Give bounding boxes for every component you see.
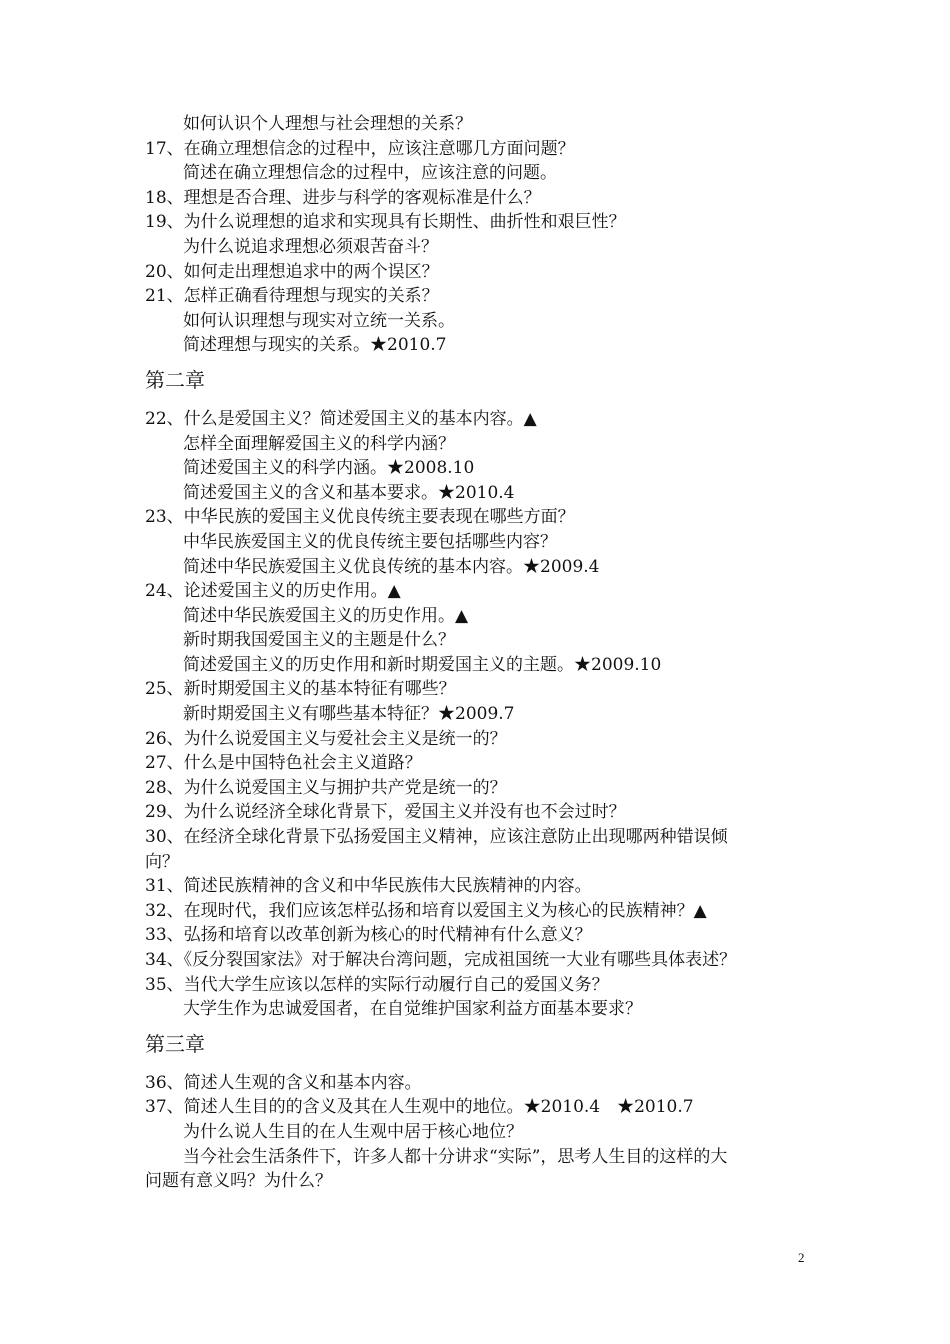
question: 24、论述爱国主义的历史作用。▲ xyxy=(145,581,401,602)
sub-question: 怎样全面理解爱国主义的科学内涵？ xyxy=(183,433,455,454)
question: 35、当代大学生应该以怎样的实际行动履行自己的爱国义务？ xyxy=(145,974,609,995)
question: 向？ xyxy=(145,851,179,872)
question: 22、什么是爱国主义？简述爱国主义的基本内容。▲ xyxy=(145,408,537,429)
sub-question: 简述爱国主义的科学内涵。★2008.10 xyxy=(183,458,475,479)
sub-question: 如何认识理想与现实对立统一关系。 xyxy=(183,310,455,331)
question: 31、简述民族精神的含义和中华民族伟大民族精神的内容。 xyxy=(145,876,592,897)
question: 28、为什么说爱国主义与拥护共产党是统一的？ xyxy=(145,777,507,798)
question: 32、在现时代，我们应该怎样弘扬和培育以爱国主义为核心的民族精神？▲ xyxy=(145,900,707,921)
section xyxy=(145,1030,820,1194)
section xyxy=(145,112,820,358)
section xyxy=(145,366,820,1022)
sub-question: 为什么说人生目的在人生观中居于核心地位？ xyxy=(183,1121,523,1142)
question: 34、《反分裂国家法》对于解决台湾问题，完成祖国统一大业有哪些具体表述？ xyxy=(145,950,737,970)
question: 33、弘扬和培育以改革创新为核心的时代精神有什么意义？ xyxy=(145,925,592,946)
question: 23、中华民族的爱国主义优良传统主要表现在哪些方面？ xyxy=(145,507,575,528)
question: 21、怎样正确看待理想与现实的关系？ xyxy=(145,286,439,307)
sub-question: 简述理想与现实的关系。★2010.7 xyxy=(183,335,447,356)
page-number: 2 xyxy=(798,1250,805,1265)
sub-question: 简述在确立理想信念的过程中，应该注意的问题。 xyxy=(183,163,557,184)
question: 问题有意义吗？为什么？ xyxy=(145,1171,332,1192)
question: 30、在经济全球化背景下弘扬爱国主义精神，应该注意防止出现哪两种错误倾 xyxy=(145,827,728,848)
sub-question: 当今社会生活条件下，许多人都十分讲求“实际”，思考人生目的这样的大 xyxy=(183,1146,728,1167)
question: 37、简述人生目的的含义及其在人生观中的地位。★2010.4 ★2010.7 xyxy=(145,1097,694,1118)
question: 26、为什么说爱国主义与爱社会主义是统一的？ xyxy=(145,728,507,749)
sub-question: 简述爱国主义的含义和基本要求。★2010.4 xyxy=(183,482,515,503)
question: 25、新时期爱国主义的基本特征有哪些？ xyxy=(145,679,456,700)
question: 19、为什么说理想的追求和实现具有长期性、曲折性和艰巨性？ xyxy=(145,212,626,233)
sub-question: 新时期爱国主义有哪些基本特征？★2009.7 xyxy=(183,704,515,725)
sub-question: 简述爱国主义的历史作用和新时期爱国主义的主题。★2009.10 xyxy=(183,654,662,675)
sub-question: 新时期我国爱国主义的主题是什么？ xyxy=(183,630,455,651)
question: 17、在确立理想信念的过程中，应该注意哪几方面问题？ xyxy=(145,138,575,159)
sub-question: 如何认识个人理想与社会理想的关系？ xyxy=(183,114,472,134)
sub-question: 简述中华民族爱国主义的历史作用。▲ xyxy=(183,605,469,626)
question: 20、如何走出理想追求中的两个误区？ xyxy=(145,261,439,282)
document-body xyxy=(145,112,820,1194)
sub-question: 简述中华民族爱国主义优良传统的基本内容。★2009.4 xyxy=(183,556,600,577)
sub-question: 为什么说追求理想必须艰苦奋斗？ xyxy=(183,236,438,257)
question: 18、理想是否合理、进步与科学的客观标准是什么？ xyxy=(145,187,541,208)
sub-question: 大学生作为忠诚爱国者，在自觉维护国家利益方面基本要求？ xyxy=(183,999,642,1020)
chapter-heading: 第三章 xyxy=(145,1031,205,1056)
chapter-heading: 第二章 xyxy=(145,367,205,392)
sub-question: 中华民族爱国主义的优良传统主要包括哪些内容？ xyxy=(183,531,557,552)
question: 27、什么是中国特色社会主义道路？ xyxy=(145,753,422,774)
question: 36、简述人生观的含义和基本内容。 xyxy=(145,1072,422,1093)
question: 29、为什么说经济全球化背景下，爱国主义并没有也不会过时？ xyxy=(145,802,626,823)
